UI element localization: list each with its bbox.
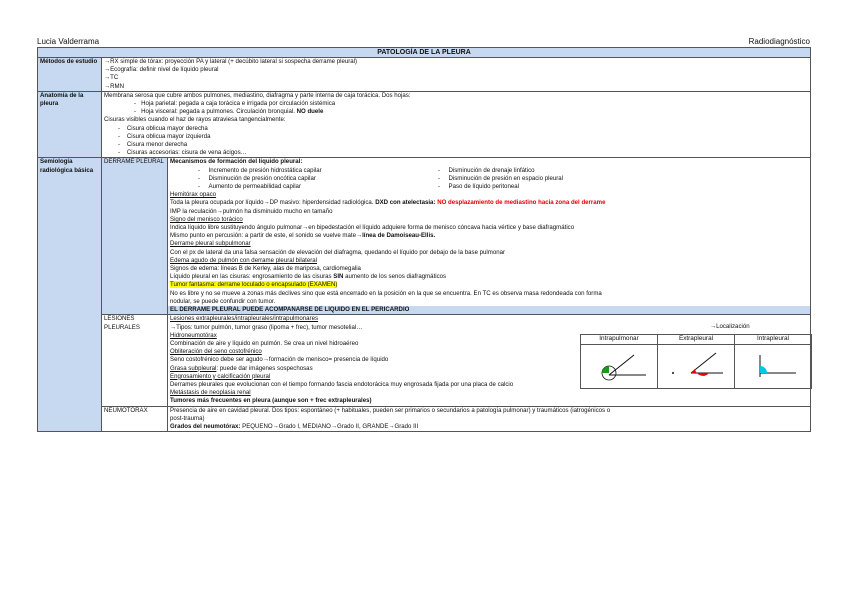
oblit-title: Obliteración del seno costofrénico	[170, 348, 262, 356]
grados-label: Grados del neumotórax:	[170, 422, 241, 430]
hoja-visceral: - Hoja visceral: pegada a pulmones. Circulación bronquial. NO duele	[134, 108, 324, 116]
content-metodos	[102, 58, 811, 92]
cisura-text: Cisura oblicua mayor izquierda	[126, 132, 211, 140]
neumotorax-line2: post-trauma)	[170, 414, 205, 422]
tumores-freq: Tumores más frecuentes en pleura (aunque son + frec extrapleurales)	[170, 397, 372, 405]
content-neumotorax	[168, 406, 811, 432]
metodos-line: →RMN	[104, 82, 124, 90]
edema-title: Edema agudo de pulmón con derrame pleural bilateral	[170, 256, 318, 264]
label-semiologia: Semiología radiológica básica	[38, 158, 102, 432]
extrapleural-diagram-icon	[661, 345, 731, 385]
localizacion-title: →Localización	[710, 323, 750, 331]
extrapleural-cell	[658, 344, 735, 388]
hemitorax-title: Hemitórax opaco	[170, 191, 217, 199]
pleura-table	[37, 47, 811, 432]
grasa-title: Grasa subpleural	[170, 364, 217, 372]
edema-l2c: aumento de los senos diafragmáticos	[345, 273, 447, 281]
loc-col-intrapulmonar: Intrapulmonar	[581, 335, 658, 344]
content-lesiones	[168, 315, 811, 406]
menisco-l2b: línea de Damoiseau-Ellis.	[362, 232, 436, 240]
mecanismo-item: - Paso de líquido peritoneal	[438, 183, 519, 191]
mecanismos-col1	[170, 167, 438, 192]
menisco-line2	[170, 232, 808, 240]
row-metodos	[38, 58, 811, 92]
menisco-title: Signo del menisco torácico	[170, 215, 243, 223]
mecanismo-item: - Disminución de presión oncótica capilar	[198, 174, 316, 182]
mecanismo-item: - Incremento de presión hidrostática capilar	[198, 166, 322, 174]
grados-text: PEQUEÑO→Grado I, MEDIANO→Grado II, GRANDE→Grado III	[240, 422, 419, 430]
page-title: PATOLOGÍA DE LA PLEURA	[38, 48, 811, 58]
mecanismo-text: Paso de líquido peritoneal	[448, 183, 519, 191]
metodos-line: →Ecografía: definir nivel de líquido pleural	[104, 66, 219, 74]
mecanismos-col2	[438, 167, 563, 192]
lesiones-line1: Lesiones extrapleurales/intrapleurales/intrapulmonares	[170, 315, 319, 323]
hemitorax-line2: IMP la reculación→pulmón ha disminuido mucho en tamaño	[170, 207, 333, 215]
intrapulmonar-diagram-icon	[584, 345, 654, 385]
content-anatomia	[102, 91, 811, 158]
mecanismos-title: Mecanismos de formación del líquido pleural:	[170, 158, 303, 166]
neumotorax-grados	[170, 423, 808, 431]
intrapleural-cell	[735, 344, 812, 388]
hemitorax-l1a: Toda la pleura ocupada por líquido→DP masivo: hiperdensidad radiológica.	[170, 199, 374, 207]
loc-col-extrapleural: Extrapleural	[658, 335, 735, 344]
neumotorax-line1: Presencia de aire en cavidad pleural. Dos tipos: espontáneo (+ habituales, pueden ser primarios o secundarios a patología pulmonar) y traumáticos (iatrogénicos o	[170, 406, 611, 414]
edema-l2b: SIN	[333, 273, 344, 281]
mecanismo-text: Disminución de presión en espacio pleural	[448, 174, 563, 182]
cisura-item: - Cisura menor derecha	[118, 141, 188, 149]
grasa-text: : puede dar imágenes sospechosas	[216, 364, 313, 372]
hoja-parietal-text: Hoja parietal: pegada a caja torácica e irrigada por circulación sistémica	[141, 100, 336, 108]
content-derrame	[168, 158, 811, 315]
mecanismo-item: - Aumento de permeabilidad capilar	[198, 183, 301, 191]
intrapleural-diagram-icon	[738, 345, 808, 385]
localizacion-table	[580, 334, 812, 388]
cisuras-intro: Cisuras visibles cuando el haz de rayos atraviesa tangencialmente:	[104, 116, 286, 124]
hidro-line1: Combinación de aire y líquido en pulmón. Se crea un nivel hidroaéreo	[170, 339, 359, 347]
hemitorax-l1b: DXD con atelectasia:	[375, 199, 436, 207]
menisco-l2a: Mismo punto en percusión: a partir de este, el sonido se vuelve mate→	[170, 232, 363, 240]
hoja-parietal: - Hoja parietal: pegada a caja torácica e irrigada por circulación sistémica	[134, 100, 336, 108]
no-duele: NO duele	[296, 108, 324, 116]
mecanismos-list	[170, 167, 808, 192]
metodos-line: →TC	[104, 74, 119, 82]
edema-line1: Signos de edema: líneas B de Kerley, alas de mariposa, cardiomegalia	[170, 265, 361, 273]
tumor-line2: nodular, se puede confundir con tumor.	[170, 297, 276, 305]
edema-l2a: Líquido pleural en las cisuras: engrosamiento de las cisuras	[170, 273, 332, 281]
cisura-item: - Cisuras accesorias: cisura de vena ácigos…	[118, 149, 247, 157]
hoja-visceral-text: Hoja visceral: pegada a pulmones. Circulación bronquial.	[141, 108, 295, 116]
loc-col-intrapleural: Intrapleural	[735, 335, 812, 344]
mecanismo-text: Disminución de presión oncótica capilar	[208, 174, 316, 182]
cisura-item: - Cisura oblicua mayor derecha	[118, 124, 208, 132]
metodos-line: →RX simple de tórax: proyección PA y lateral (+ decúbito lateral si sospecha derrame pleural)	[104, 58, 358, 65]
engros-line1: Derrames pleurales que evolucionan con el tiempo formando fascia endotorácica muy engrosada fijada por una placa de calcio	[170, 380, 514, 388]
label-lesiones: LESIONES PLEURALES	[102, 315, 168, 406]
engros-title: Engrosamiento y calcificación pleural	[170, 372, 271, 380]
subpulmonar-title: Derrame pleural subpulmonar	[170, 240, 251, 248]
mecanismo-text: Disminución de drenaje linfático	[448, 166, 535, 174]
cisura-item: - Cisura oblicua mayor izquierda	[118, 132, 211, 140]
subject-name: Radiodiagnóstico	[748, 37, 810, 46]
mecanismo-item: - Disminución de presión en espacio pleural	[438, 174, 563, 182]
mecanismo-text: Aumento de permeabilidad capilar	[208, 183, 301, 191]
intrapulmonar-cell	[581, 344, 658, 388]
hemitorax-l1c: NO desplazamiento de mediastino hacia zona del derrame	[437, 199, 606, 207]
mecanismo-item: - Disminución de drenaje linfático	[438, 166, 535, 174]
hidro-title: Hidroneumotórax	[170, 331, 217, 339]
menisco-line1: Indica líquido libre sustituyendo ángulo pulmonar→en bipedestación el líquido adquiere forma de menisco cóncava hacia vértice y base diafragmático	[170, 224, 575, 232]
subpulmonar-line1: Con el px de lateral da una falsa sensación de elevación del diafragma, quedando el líquido por debajo de la base pulmonar	[170, 248, 506, 256]
author-name: Lucia Valderrama	[37, 37, 100, 46]
mecanismo-text: Incremento de presión hidrostática capilar	[208, 166, 322, 174]
hemitorax-line1	[170, 199, 808, 207]
anatomia-intro: Membrana serosa que cubre ambos pulmones, mediastino, diafragma y parte interna de caja torácica. Dos hojas:	[104, 91, 411, 99]
meta-title: Metástasis de neoplasia renal	[170, 389, 251, 397]
cisura-text: Cisura oblicua mayor derecha	[126, 124, 208, 132]
row-anatomia	[38, 91, 811, 158]
cisura-text: Cisuras accesorias: cisura de vena ácigos…	[126, 149, 247, 157]
label-derrame: DERRAME PLEURAL	[102, 158, 168, 315]
label-anatomia: Anatomía de la pleura	[38, 91, 102, 158]
pericardio-note: EL DERRAME PLEURAL PUEDE ACOMPAÑARSE DE LÍQUIDO EN EL PERICARDIO	[168, 306, 810, 314]
edema-line2	[170, 273, 808, 281]
label-metodos: Métodos de estudio	[38, 58, 102, 92]
row-lesiones	[38, 315, 811, 406]
row-neumotorax	[38, 406, 811, 432]
row-derrame	[38, 158, 811, 315]
tumor-title: Tumor fantasma: derrame loculado o encapsulado (EXAMEN)	[170, 281, 338, 289]
tumor-line1: No es libre y no se mueve a zonas más declives sino que está encerrado en la posición en la que se encuentra. En TC es observa masa redondeada con forma	[170, 289, 602, 297]
label-neumotorax: NEUMOTÓRAX	[102, 406, 168, 432]
lesiones-line2: →Tipos: tumor pulmón, tumor graso (lipoma + frec), tumor mesotelial…	[170, 323, 363, 331]
oblit-line1: Seno costofrénico debe ser agudo→formación de menisco= presencia de líquido	[170, 356, 389, 364]
cisura-text: Cisura menor derecha	[126, 141, 188, 149]
